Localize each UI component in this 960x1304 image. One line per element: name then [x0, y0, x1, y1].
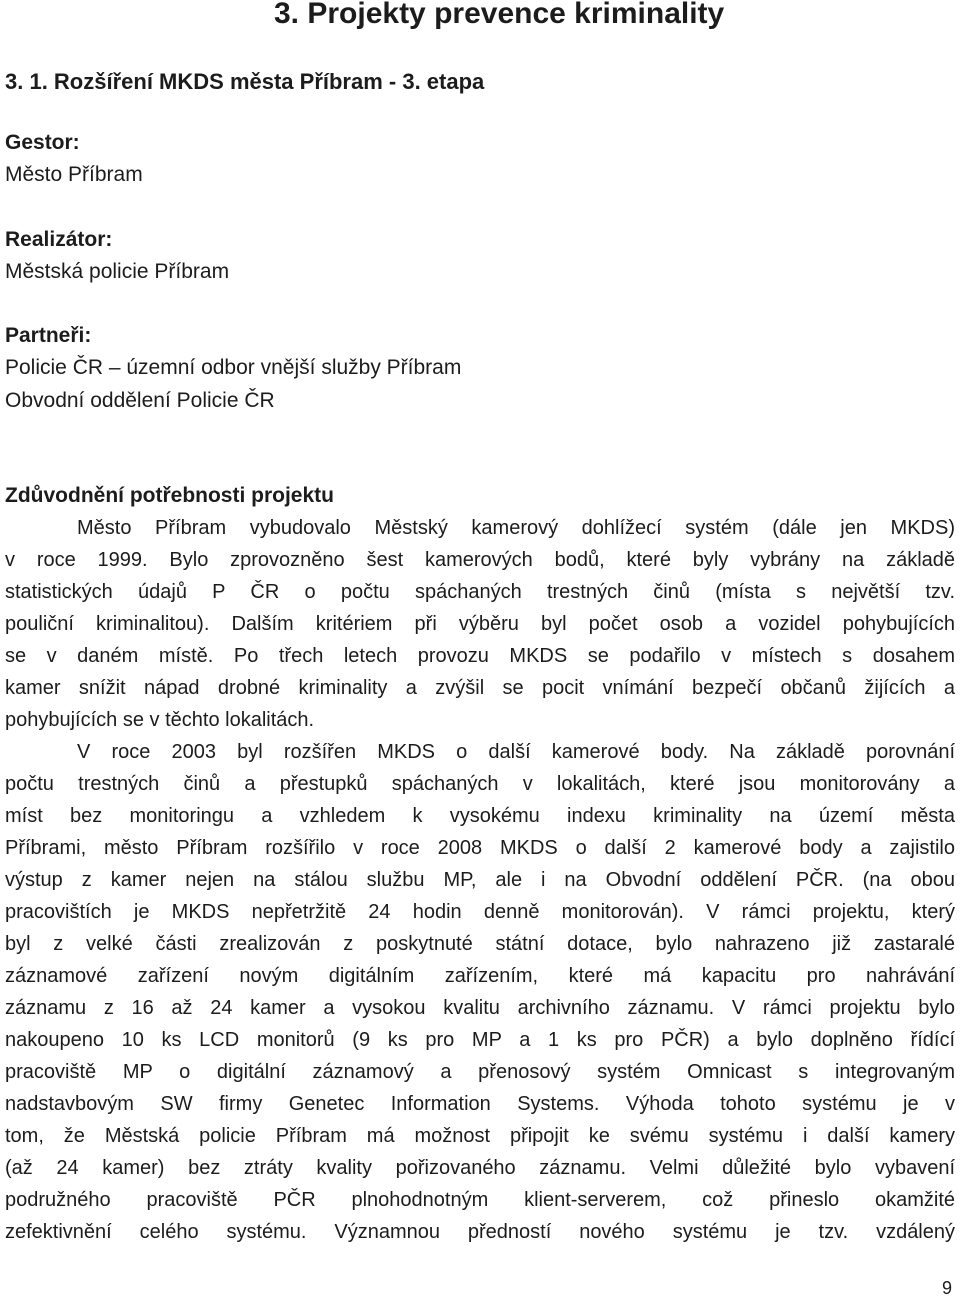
paragraph-line: výstup z kamer nejen na stálou službu MP, ale i na Obvodní oddělení PČR. (na obou	[5, 869, 955, 891]
paragraph-line: míst bez monitoringu a vzhledem k vysokému indexu kriminality na území města	[5, 805, 955, 827]
paragraph-line: pracovištích je MKDS nepřetržitě 24 hodin denně monitorován). V rámci projektu, který	[5, 901, 955, 923]
paragraph-line: podružného pracoviště PČR plnohodnotným klient-serverem, což přineslo okamžité	[5, 1189, 955, 1211]
paragraph-line: záznamu z 16 až 24 kamer a vysokou kvalitu archivního záznamu. V rámci projektu bylo	[5, 997, 955, 1019]
paragraph-line: kamer snížit nápad drobné kriminality a zvýšil se pocit vnímání bezpečí občanů žijících a	[5, 677, 955, 699]
paragraph-line: (až 24 kamer) bez ztráty kvality pořizovaného záznamu. Velmi důležité bylo vybavení	[5, 1157, 955, 1179]
paragraph-line: záznamové zařízení novým digitálním zařízením, které má kapacitu pro nahrávání	[5, 965, 955, 987]
paragraph-line: počtu trestných činů a přestupků spáchaných v lokalitách, které jsou monitorovány a	[5, 773, 955, 795]
zduvodneni-text	[5, 512, 955, 1248]
gestor-label: Gestor:	[5, 131, 80, 154]
paragraph-line: tom, že Městská policie Příbram má možnost připojit ke svému systému i další kamery	[5, 1125, 955, 1147]
paragraph-line: V roce 2003 byl rozšířen MKDS o další kamerové body. Na základě porovnání	[77, 741, 955, 763]
paragraph-line: nakoupeno 10 ks LCD monitorů (9 ks pro MP a 1 ks pro PČR) a bylo doplněno řídící	[5, 1029, 955, 1051]
chapter-title: 3. Projekty prevence kriminality	[274, 0, 725, 30]
zduvodneni-heading: Zdůvodnění potřebnosti projektu	[5, 484, 334, 507]
section-title: 3. 1. Rozšíření MKDS města Příbram - 3. etapa	[5, 69, 485, 94]
paragraph-line: zefektivnění celého systému. Významnou předností nového systému je tzv. vzdálený	[5, 1221, 955, 1243]
paragraph-line: v roce 1999. Bylo zprovozněno šest kamerových bodů, které byly vybrány na základě	[5, 549, 955, 571]
paragraph-line: pohybujících se v těchto lokalitách.	[5, 709, 315, 731]
page-number: 9	[941, 1278, 952, 1298]
realizator-label: Realizátor:	[5, 228, 113, 251]
paragraph-line: Město Příbram vybudovalo Městský kamerový dohlížecí systém (dále jen MKDS)	[77, 517, 955, 539]
paragraph-line: Příbrami, město Příbram rozšířilo v roce 2008 MKDS o další 2 kamerové body a zajistilo	[5, 837, 955, 859]
paragraph-line: pracoviště MP o digitální záznamový a přenosový systém Omnicast s integrovaným	[5, 1061, 955, 1083]
paragraph-line: nadstavbovým SW firmy Genetec Information Systems. Výhoda tohoto systému je v	[5, 1093, 955, 1115]
realizator-value: Městská policie Příbram	[5, 260, 230, 283]
paragraph-line: pouliční kriminalitou). Dalším kritériem při výběru byl počet osob a vozidel pohybujících	[5, 613, 955, 635]
partner-item: Policie ČR – územní odbor vnější služby Příbram	[5, 356, 462, 379]
paragraph-line: se v daném místě. Po třech letech provozu MKDS se podařilo v místech s dosahem	[5, 645, 955, 667]
partneri-label: Partneři:	[5, 324, 92, 347]
partner-item: Obvodní oddělení Policie ČR	[5, 389, 275, 412]
paragraph-line: statistických údajů P ČR o počtu spáchaných trestných činů (místa s největší tzv.	[5, 581, 955, 603]
gestor-value: Město Příbram	[5, 163, 143, 186]
paragraph-line: byl z velké části zrealizován z poskytnuté státní dotace, bylo nahrazeno již zastaralé	[5, 933, 955, 955]
